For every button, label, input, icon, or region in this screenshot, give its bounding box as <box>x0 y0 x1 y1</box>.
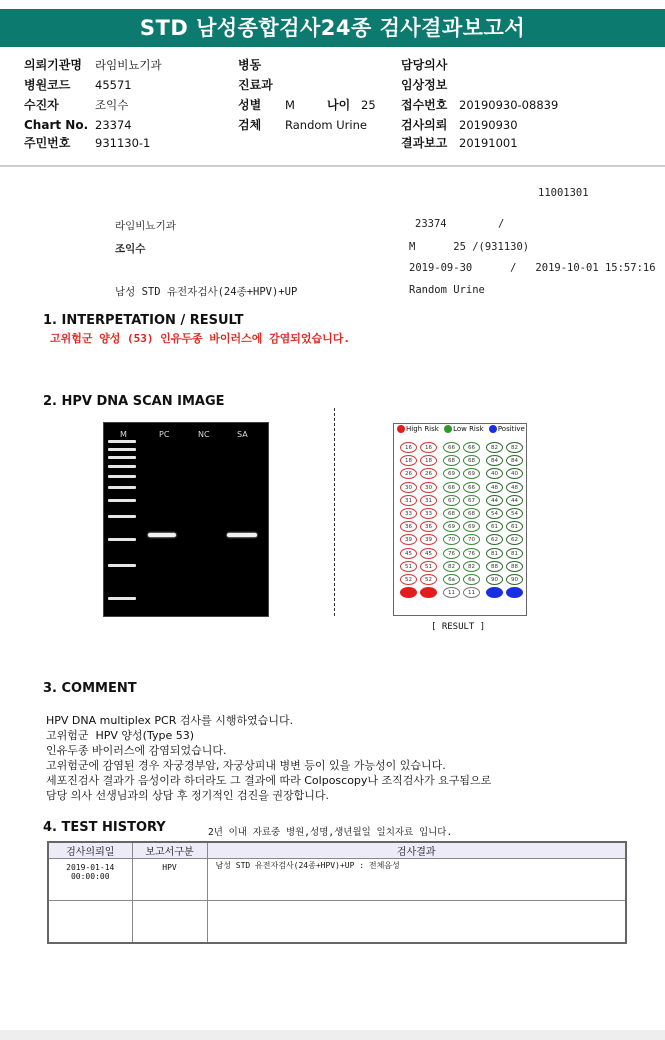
history-date-cell <box>48 901 132 943</box>
hpv-type-cell: 70 <box>443 534 460 545</box>
hpv-type-cell: 31 <box>420 495 437 506</box>
ladder-band <box>108 448 136 451</box>
hospital-code-label: 병원코드 <box>24 78 71 92</box>
ladder-band <box>108 456 136 459</box>
hpv-type-cell: 48 <box>486 482 503 493</box>
hpv-type-cell: 62 <box>506 534 523 545</box>
hpv-type-cell: 69 <box>463 468 480 479</box>
col-request-date: 검사의뢰일 <box>48 842 132 859</box>
ladder-band <box>108 465 136 468</box>
hpv-type-cell: 53 <box>420 587 437 598</box>
hpv-type-cell: 54 <box>506 508 523 519</box>
comment-line: 세포진검사 결과가 음성이라 하더라도 그 결과에 따라 Colposcopy나 조직검사가 요구됨으로 <box>46 774 492 787</box>
hpv-type-cell: 81 <box>506 548 523 559</box>
hpv-type-cell: 66 <box>463 482 480 493</box>
comment-line: 인유두종 바이러스에 감염되었습니다. <box>46 744 227 757</box>
hpv-type-cell: 39 <box>400 534 417 545</box>
hpv-type-cell: 68 <box>463 508 480 519</box>
history-table <box>47 841 627 944</box>
hpv-type-cell: 51 <box>420 561 437 572</box>
ladder-band <box>108 538 136 541</box>
hpv-type-cell: 52 <box>420 574 437 585</box>
hpv-type-cell: 45 <box>420 548 437 559</box>
meta-specimen: Random Urine <box>409 284 485 296</box>
hpv-type-cell: 45 <box>400 548 417 559</box>
hpv-type-cell: 51 <box>400 561 417 572</box>
hpv-type-cell: 82 <box>443 561 460 572</box>
request-date-label: 검사의뢰 <box>401 118 448 132</box>
ladder-band <box>108 475 136 478</box>
hpv-type-cell: 61 <box>506 521 523 532</box>
chart-no-label: Chart No. <box>24 118 89 132</box>
receipt-no-label: 접수번호 <box>401 98 448 112</box>
meta-dates: 2019-09-30 / 2019-10-01 15:57:16 <box>409 262 656 274</box>
col-result: 검사결과 <box>207 842 626 859</box>
hpv-type-cell: 39 <box>420 534 437 545</box>
hpv-type-cell: 69 <box>443 521 460 532</box>
hpv-genotype-panel <box>393 423 527 616</box>
comment-line: 고위험군에 감염된 경우 자궁경부암, 자궁상피내 병변 등이 있을 가능성이 있습니다. <box>46 759 446 772</box>
meta-patient-name: 조익수 <box>115 243 146 255</box>
hpv-type-cell: 70 <box>463 534 480 545</box>
scan-image-heading: 2. HPV DNA SCAN IMAGE <box>43 394 225 409</box>
age-label: 나이 <box>327 98 351 112</box>
hpv-type-cell: 84 <box>486 455 503 466</box>
hpv-type-cell: 82 <box>463 561 480 572</box>
ladder-band <box>108 597 136 600</box>
history-heading: 4. TEST HISTORY <box>43 820 166 835</box>
history-result: 남성 STD 유전자검사(24종+HPV)+UP : 전체음성 <box>207 859 626 901</box>
hpv-type-cell: 67 <box>463 495 480 506</box>
footer-band <box>0 1030 665 1040</box>
history-type: HPV <box>132 859 207 901</box>
hpv-type-cell: 44 <box>486 495 503 506</box>
hpv-type-cell: 66 <box>443 442 460 453</box>
pc-band <box>148 533 176 537</box>
ladder-band <box>108 486 136 489</box>
hpv-type-cell: 69 <box>463 521 480 532</box>
gel-lane-label: NC <box>198 430 210 439</box>
hpv-type-cell: 76 <box>443 548 460 559</box>
hpv-type-cell: 18 <box>420 455 437 466</box>
hpv-type-cell: 52 <box>400 574 417 585</box>
info-col-1 <box>24 57 162 151</box>
hpv-type-cell: 6a <box>443 574 460 585</box>
hpv-type-cell: 40 <box>506 468 523 479</box>
comment-line: 고위험군 HPV 양성(Type 53) <box>46 729 195 742</box>
requesting-org-label: 의뢰기관명 <box>24 58 82 72</box>
history-note: 2년 이내 자료중 병원,성명,생년월일 일치자료 입니다. <box>208 827 453 838</box>
hpv-type-cell: 88 <box>486 561 503 572</box>
legend-high-risk: High Risk <box>406 425 439 433</box>
hpv-type-cell: 36 <box>400 521 417 532</box>
meta-chart-sep: / <box>498 218 505 230</box>
comment-line: HPV DNA multiplex PCR 검사를 시행하였습니다. <box>46 714 294 727</box>
panel-divider <box>334 408 335 616</box>
department-label: 진료과 <box>238 78 273 92</box>
ladder-band <box>108 515 136 518</box>
hpv-type-cell: 6a <box>463 574 480 585</box>
hpv-type-cell: 81 <box>486 548 503 559</box>
ladder-band <box>108 499 136 502</box>
hpv-type-cell: 33 <box>400 508 417 519</box>
receipt-no-value: 20190930-08839 <box>459 98 559 112</box>
hpv-type-cell: 18 <box>400 455 417 466</box>
meta-chart: 23374 <box>415 218 447 230</box>
hpv-type-cell: 66 <box>463 442 480 453</box>
hpv-type-cell: 48 <box>506 482 523 493</box>
report-date-value: 20191001 <box>459 136 518 150</box>
table-row <box>48 901 626 943</box>
resident-no-value: 931130-1 <box>95 136 151 150</box>
hpv-type-cell: 90 <box>486 574 503 585</box>
hpv-type-cell: 11 <box>463 587 480 598</box>
col-report-type: 보고서구분 <box>132 842 207 859</box>
info-col-2 <box>238 57 376 133</box>
meta-sex-age: M 25 /(931130) <box>409 241 530 253</box>
gel-electrophoresis-image <box>103 422 269 617</box>
age-value: 25 <box>361 98 376 112</box>
legend-positive: Positive <box>497 425 525 433</box>
ladder-band <box>108 440 136 443</box>
hpv-type-cell: 69 <box>443 468 460 479</box>
gel-lane-label: M <box>120 430 127 439</box>
ladder-band <box>108 564 136 567</box>
history-result <box>207 901 626 943</box>
sample-band <box>227 533 257 537</box>
comment-text <box>46 713 491 803</box>
ward-label: 병동 <box>238 58 262 72</box>
sex-label: 성별 <box>238 98 262 112</box>
specimen-value: Random Urine <box>285 118 367 132</box>
hpv-type-cell: 44 <box>506 495 523 506</box>
hpv-type-cell: 53 <box>400 587 417 598</box>
request-date-value: 20190930 <box>459 118 518 132</box>
history-header-row <box>48 842 626 859</box>
hpv-type-cell: 84 <box>506 455 523 466</box>
hospital-code-value: 45571 <box>95 78 132 92</box>
hpv-type-cell: 82 <box>506 442 523 453</box>
history-date-cell <box>48 859 132 901</box>
hpv-type-cell: 33 <box>420 508 437 519</box>
attending-doctor-label: 담당의사 <box>401 58 448 72</box>
gel-lane-label: SA <box>237 430 248 439</box>
hpv-type-cell: 16 <box>400 442 417 453</box>
info-col-3 <box>401 57 558 151</box>
patient-name-label: 수진자 <box>24 98 59 112</box>
patient-name-value: 조익수 <box>95 98 129 112</box>
table-row <box>48 859 626 901</box>
hpv-type-cell: 90 <box>506 574 523 585</box>
hpv-type-cell: 31 <box>400 495 417 506</box>
history-type <box>132 901 207 943</box>
hpv-type-cell: 16 <box>420 442 437 453</box>
hpv-type-cell: 30 <box>400 482 417 493</box>
hpv-type-cell: 40 <box>486 468 503 479</box>
hpv-type-cell: 76 <box>463 548 480 559</box>
requesting-org-value: 라임비뇨기과 <box>95 58 162 72</box>
interpretation-result: 고위험군 양성 (53) 인유두종 바이러스에 감염되었습니다. <box>50 332 350 345</box>
hpv-type-cell: 62 <box>486 534 503 545</box>
history-time: 00:00:00 <box>70 872 110 881</box>
history-date: 2019-01-14 <box>66 863 115 872</box>
hpv-legend <box>394 425 526 433</box>
clinical-info-label: 임상정보 <box>401 78 448 92</box>
hpv-type-cell: 26 <box>420 468 437 479</box>
chart-no-value: 23374 <box>95 118 132 132</box>
high-risk-dot-icon <box>397 425 405 433</box>
positive-dot-icon <box>489 425 497 433</box>
hpv-type-cell: 68 <box>443 455 460 466</box>
hpv-type-cell: 68 <box>443 508 460 519</box>
hpv-type-cell: 66 <box>443 482 460 493</box>
gel-lane-label: PC <box>159 430 170 439</box>
hpv-type-cell: 88 <box>506 561 523 572</box>
hpv-type-cell: 61 <box>486 521 503 532</box>
hpv-type-cell <box>506 587 523 598</box>
header-divider <box>0 165 665 167</box>
hpv-type-cell: 30 <box>420 482 437 493</box>
hpv-type-cell <box>486 587 503 598</box>
hpv-type-cell: 36 <box>420 521 437 532</box>
comment-line: 담당 의사 선생님과의 상담 후 정기적인 검진을 권장합니다. <box>46 789 329 802</box>
legend-low-risk: Low Risk <box>453 425 484 433</box>
meta-test-name: 남성 STD 유전자검사(24종+HPV)+UP <box>115 286 298 298</box>
resident-no-label: 주민번호 <box>24 136 71 150</box>
hpv-type-cell: 68 <box>463 455 480 466</box>
low-risk-dot-icon <box>444 425 452 433</box>
hpv-type-cell: 67 <box>443 495 460 506</box>
meta-hospital: 라임비뇨기과 <box>115 220 176 232</box>
hpv-type-cell: 26 <box>400 468 417 479</box>
hpv-type-cell: 82 <box>486 442 503 453</box>
sex-value: M <box>285 98 295 112</box>
hpv-type-cell: 11 <box>443 587 460 598</box>
comment-heading: 3. COMMENT <box>43 681 137 696</box>
report-title: STD 남성종합검사24종 검사결과보고서 <box>0 9 665 47</box>
report-date-label: 결과보고 <box>401 136 448 150</box>
result-caption: [ RESULT ] <box>431 622 486 632</box>
interpretation-heading: 1. INTERPETATION / RESULT <box>43 313 244 328</box>
specimen-label: 검체 <box>238 118 262 132</box>
hpv-type-cell: 54 <box>486 508 503 519</box>
report-code: 11001301 <box>538 187 589 199</box>
